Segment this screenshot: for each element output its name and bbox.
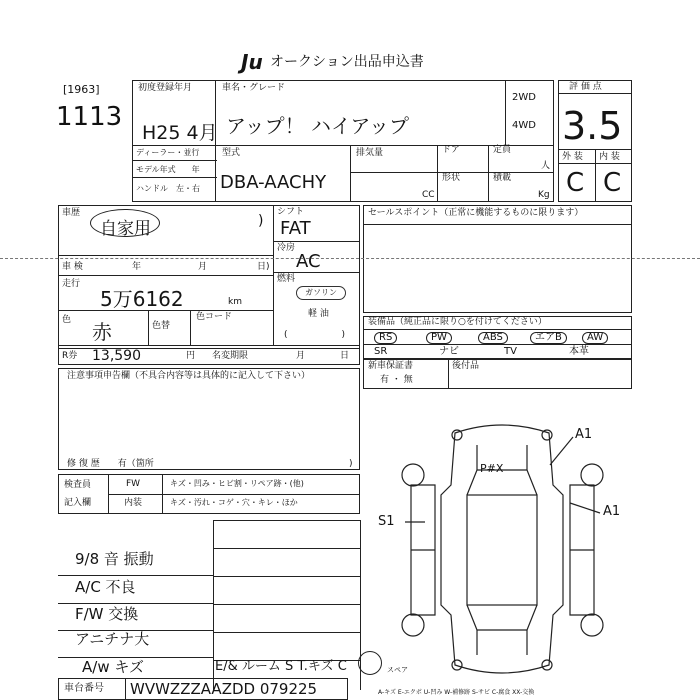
kg-unit: Kg [538,190,550,200]
repair-paren-close: ) [349,459,353,469]
shape-label: 形状 [442,173,461,183]
sales-point-label: セールスポイント（正常に機能するものに限ります） [368,208,584,218]
history-paren: ) [258,213,264,229]
color-label: 色 [62,315,72,325]
recycle-unit: 円 [186,351,196,361]
damage-legend: A-キズ E-エクボ U-凹み W-補修跡 S-サビ C-腐食 XX-交換 [378,689,535,696]
first-reg-value: H25 4月 [142,122,218,144]
chassis-value: WVWZZZAAZDD 079225 [130,680,318,698]
inspection-year: 年 [132,262,142,272]
first-reg-label: 初度登録年月 [138,83,193,93]
inspector-label: 検査員 [64,480,92,490]
car-roof [467,495,537,605]
equipment-item: ナビ [439,346,459,357]
interior-row-label: 内装 [124,498,143,508]
type-value: DBA-AACHY [220,172,327,193]
handle-label: ハンドル 左・右 [136,184,200,193]
chassis-label: 車台番号 [64,683,104,694]
notes-block [58,368,360,470]
history-value: 自家用 [100,219,151,239]
equipment-item: TV [504,346,517,357]
fw-items: キズ・凹み・ヒビ割・リペア跡・(他) [170,479,304,488]
recycle-value: 13,590 [92,348,141,364]
fw-label: FW [126,479,141,489]
equipment-item: PW [426,332,452,344]
name-change-label: 名変期限 [212,351,249,361]
name-change-day: 日 [340,351,350,361]
light-oil-label: 軽 油 [308,309,329,319]
drive-4wd: 4WD [512,120,536,131]
drive-2wd: 2WD [512,92,536,103]
car-name-label: 車名・グレード [222,83,286,93]
fuel-paren: ( ) [284,330,346,340]
handwritten-note-5: A/w キズ [82,658,145,676]
wheel-front-right [581,464,603,486]
exterior-grade: C [566,168,585,198]
car-diagram [395,415,610,685]
equipment-item: 本革 [569,346,589,357]
wheel-rear-left [402,614,424,636]
equipment-item: SR [374,346,388,357]
spare-label: スペア [387,666,408,674]
capacity-label: 定員 [493,145,512,155]
bottom-note: E/& ルーム S T.キズ C [215,659,347,674]
displacement-label: 排気量 [356,148,384,158]
doors-label: ドア [442,145,460,155]
equipment-row-2 [368,346,628,359]
color-code-label: 色コード [196,312,233,322]
diagram-note: P#X [480,462,504,475]
interior-label: 内 装 [599,152,620,162]
grade-label: 評 価 点 [569,82,602,92]
fold-line [0,258,700,259]
history-circle [90,209,160,237]
color-value: 赤 [92,320,112,344]
equipment-item: エアB [530,332,567,344]
interior-grade: C [603,168,622,198]
exterior-label: 外 装 [562,152,583,162]
lot-number: 1113 [56,102,123,132]
name-change-month: 月 [296,351,306,361]
ju-logo: Ju [241,50,263,74]
inspection-month: 月 [198,262,208,272]
equipment-row-1 [368,331,628,344]
diagram-mark-1: A1 [575,427,593,442]
car-rear-window [467,605,537,630]
notes-label: 注意事項申告欄（不具合内容等は具体的に記入して下さい） [67,371,311,381]
ac-value: AC [296,251,321,272]
equipment-item: AW [582,332,608,344]
load-label: 積載 [493,173,512,183]
inspection-day: 日) [257,262,270,272]
fuel-label: 燃料 [277,274,296,284]
history-label: 車歴 [62,208,81,218]
recycle-label: R券 [62,351,78,361]
equipment-item: ABS [478,332,508,344]
model-year-label: モデル年式 年 [136,165,200,174]
repair-history-label: 修 復 歴 有（箇所 [67,459,154,469]
mileage-label: 走行 [62,279,81,289]
wheel-front-left [402,464,424,486]
handwritten-note-3: F/W 交換 [75,605,139,623]
cc-unit: CC [422,190,435,200]
spare-circle [358,651,382,675]
diagram-mark-3: S1 [378,514,395,529]
capacity-unit: 人 [541,161,551,171]
interior-items: キズ・汚れ・コゲ・穴・キレ・ほか [170,498,298,507]
form-code: [1963] [63,83,100,96]
diagram-mark-2: A1 [603,504,621,519]
car-name-value: アップ！ ハイアップ [226,114,409,138]
mileage-unit: km [228,297,242,307]
inspection-label: 車 検 [62,262,83,272]
sales-point-block [363,205,632,313]
equipment-label: 装備品（純正品に限り○を付けてください） [368,317,547,327]
warranty-label: 新車保証書 [368,361,414,371]
color-change-label: 色替 [152,321,171,331]
entry-label: 記入欄 [64,498,92,508]
ac-label: 冷房 [277,243,296,253]
shift-value: FAT [280,218,311,239]
type-label: 型式 [222,148,241,158]
dealer-label: ディーラー・並行 [136,148,200,157]
equipment-item: RS [374,332,397,344]
gasoline-circled: ガソリン [296,286,346,300]
warranty-value: 有 ・ 無 [380,375,413,385]
shift-label: シフト [277,207,305,217]
form-title: オークション出品申込書 [270,54,424,70]
post-fitted-label: 後付品 [452,361,480,371]
grade-value: 3.5 [562,104,623,148]
handwritten-note-1: 9/8 音 振動 [75,550,154,568]
mileage-value: 5万6162 [100,287,184,311]
handwritten-note-4: アニチナ大 [75,630,150,648]
wheel-rear-right [581,614,603,636]
handwritten-note-2: A/C 不良 [75,578,136,596]
